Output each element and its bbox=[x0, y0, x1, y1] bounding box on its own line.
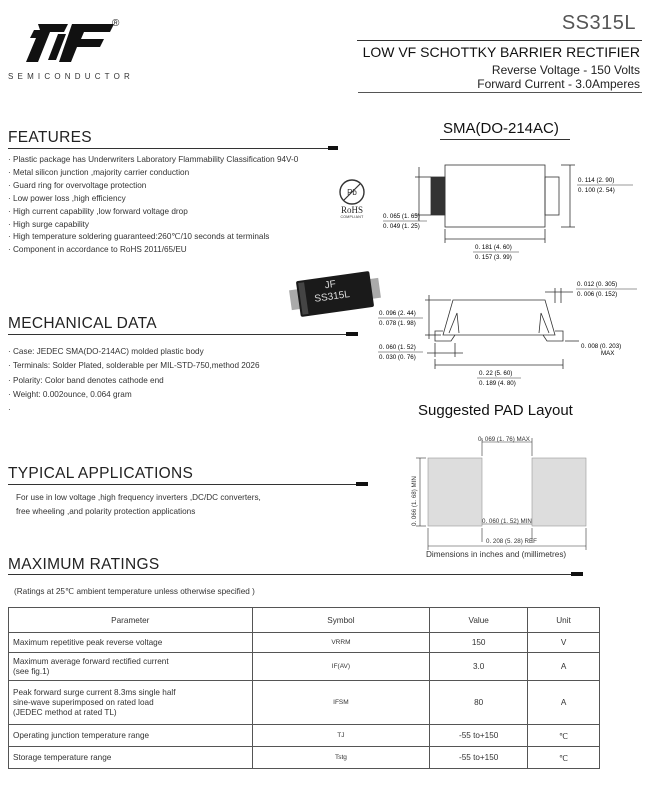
pad-layout-drawing bbox=[404, 428, 644, 558]
cell-param: Storage temperature range bbox=[9, 747, 253, 769]
ratings-note: (Ratings at 25℃ ambient temperature unless otherwise specified ) bbox=[14, 587, 255, 596]
feature-item: · Guard ring for overvoltage protection bbox=[8, 180, 378, 193]
chip-image bbox=[296, 271, 374, 317]
dim-standoff-note: MAX bbox=[601, 350, 615, 357]
ratings-heading: MAXIMUM RATINGS bbox=[8, 556, 160, 573]
mechanical-list bbox=[8, 345, 368, 417]
company-logo bbox=[24, 24, 116, 64]
cell-unit: A bbox=[528, 681, 600, 725]
mechanical-heading: MECHANICAL DATA bbox=[8, 315, 157, 332]
dim-body-h-max: 0. 096 (2. 44) bbox=[379, 310, 416, 317]
cell-param: Maximum repetitive peak reverse voltage bbox=[9, 633, 253, 653]
cell-value: -55 to+150 bbox=[430, 725, 528, 747]
feature-item: · High surge capability bbox=[8, 219, 378, 232]
cell-param: Maximum average forward rectified current (see fig.1) bbox=[9, 653, 253, 681]
dim-body-h-min: 0. 078 (1. 98) bbox=[379, 320, 416, 327]
pad-left bbox=[428, 458, 482, 526]
pb-free-icon bbox=[338, 178, 366, 206]
table-row bbox=[9, 747, 600, 769]
dim-lead-t-min: 0. 006 (0. 152) bbox=[577, 291, 618, 298]
top-view bbox=[415, 165, 575, 243]
col-unit: Unit bbox=[528, 608, 600, 633]
pb-label: Pb bbox=[347, 188, 357, 197]
side-view-labels bbox=[378, 281, 637, 387]
features-underline-mark bbox=[328, 146, 338, 150]
pad-gap-label: 0. 060 (1. 52) MIN bbox=[482, 518, 532, 525]
col-parameter: Parameter bbox=[9, 608, 253, 633]
feature-item: · Metal silicon junction ,majority carrier conduction bbox=[8, 167, 378, 180]
jf-logo-icon bbox=[24, 24, 116, 64]
dim-band-min: 0. 049 (1. 25) bbox=[383, 223, 420, 230]
col-value: Value bbox=[430, 608, 528, 633]
cell-unit: ℃ bbox=[528, 747, 600, 769]
dim-standoff: 0. 008 (0. 203) bbox=[581, 343, 622, 350]
rohs-badge bbox=[330, 178, 374, 228]
dimensions-note: Dimensions in inches and (millimetres) bbox=[426, 550, 567, 559]
cell-value: -55 to+150 bbox=[430, 747, 528, 769]
pad-right bbox=[532, 458, 586, 526]
mechanical-item: · Terminals: Solder Plated, solderable per MIL-STD-750,method 2026 bbox=[8, 359, 368, 373]
cell-unit: V bbox=[528, 633, 600, 653]
cell-symbol: IF(AV) bbox=[252, 653, 430, 681]
cell-param: Peak forward surge current 8.3ms single half sine-wave superimposed on rated load (JEDEC method at rated TL) bbox=[9, 681, 253, 725]
product-title: LOW VF SCHOTTKY BARRIER RECTIFIER bbox=[362, 44, 640, 60]
mechanical-item bbox=[8, 403, 368, 417]
dim-length-max: 0. 181 (4. 60) bbox=[475, 244, 512, 251]
rohs-sub: COMPLIANT bbox=[340, 215, 364, 219]
registered-mark: ® bbox=[112, 18, 120, 29]
forward-current: Forward Current - 3.0Amperes bbox=[477, 77, 640, 91]
header-rule bbox=[357, 40, 642, 41]
package-heading: SMA(DO-214AC) bbox=[443, 120, 559, 137]
applications-heading: TYPICAL APPLICATIONS bbox=[8, 465, 194, 482]
top-view-labels bbox=[383, 177, 633, 261]
table-row bbox=[9, 633, 600, 653]
dim-overall-min: 0. 189 (4. 80) bbox=[479, 380, 516, 387]
mechanical-underline bbox=[8, 334, 358, 335]
applications-line-1: For use in low voltage ,high frequency inverters ,DC/DC converters, bbox=[16, 493, 261, 502]
applications-underline bbox=[8, 484, 368, 485]
part-number: SS315L bbox=[561, 12, 636, 34]
header-bottom-rule bbox=[358, 92, 642, 93]
chip-brand: JF bbox=[324, 278, 337, 292]
features-underline bbox=[8, 148, 338, 149]
chip-marking: SS315L bbox=[313, 288, 351, 305]
cell-symbol: Tstg bbox=[252, 747, 430, 769]
company-name: SEMICONDUCTOR bbox=[8, 72, 135, 81]
dim-height-min: 0. 100 (2. 54) bbox=[578, 187, 615, 194]
ratings-underline-mark bbox=[571, 572, 583, 576]
feature-item: · High current capability ,low forward voltage drop bbox=[8, 206, 378, 219]
dim-lead-t-max: 0. 012 (0. 305) bbox=[577, 281, 618, 288]
cell-symbol: VRRM bbox=[252, 633, 430, 653]
package-drawing bbox=[375, 145, 650, 390]
cell-unit: A bbox=[528, 653, 600, 681]
features-list bbox=[8, 154, 378, 257]
dim-length-min: 0. 157 (3. 99) bbox=[475, 254, 512, 261]
cell-value: 150 bbox=[430, 633, 528, 653]
dim-height-max: 0. 114 (2. 90) bbox=[578, 177, 615, 184]
pad-height-label: 0. 066 (1. 68) MIN bbox=[411, 476, 418, 526]
cell-param: Operating junction temperature range bbox=[9, 725, 253, 747]
mechanical-item: · Case: JEDEC SMA(DO-214AC) molded plastic body bbox=[8, 345, 368, 359]
mechanical-underline-mark bbox=[346, 332, 358, 336]
side-view bbox=[425, 288, 579, 369]
mechanical-item: · Weight: 0.002ounce, 0.064 gram bbox=[8, 388, 368, 402]
col-symbol: Symbol bbox=[252, 608, 430, 633]
ratings-table bbox=[8, 607, 600, 769]
pad-width-label: 0. 069 (1. 76) MAX bbox=[478, 436, 530, 443]
cell-symbol: IFSM bbox=[252, 681, 430, 725]
dim-band-max: 0. 065 (1. 65) bbox=[383, 213, 420, 220]
feature-item: · Component in accordance to RoHS 2011/65/EU bbox=[8, 244, 378, 257]
table-row bbox=[9, 681, 600, 725]
pad-heading: Suggested PAD Layout bbox=[418, 402, 573, 419]
cell-symbol: TJ bbox=[252, 725, 430, 747]
dim-lead-len-min: 0. 030 (0. 76) bbox=[379, 354, 416, 361]
dim-overall-max: 0. 22 (5. 60) bbox=[479, 370, 513, 377]
pad-overall-label: 0. 208 (5. 28) REF bbox=[486, 538, 537, 545]
feature-item: · High temperature soldering guaranteed:260℃/10 seconds at terminals bbox=[8, 231, 378, 244]
applications-underline-mark bbox=[356, 482, 368, 486]
cell-value: 3.0 bbox=[430, 653, 528, 681]
applications-line-2: free wheeling ,and polarity protection applications bbox=[16, 507, 196, 516]
package-heading-underline bbox=[440, 139, 570, 140]
dim-lead-len-max: 0. 060 (1. 52) bbox=[379, 344, 416, 351]
cell-value: 80 bbox=[430, 681, 528, 725]
ratings-underline bbox=[8, 574, 583, 575]
table-row bbox=[9, 653, 600, 681]
table-row bbox=[9, 725, 600, 747]
feature-item: · Plastic package has Underwriters Laboratory Flammability Classification 94V-0 bbox=[8, 154, 378, 167]
cell-unit: ℃ bbox=[528, 725, 600, 747]
feature-item: · Low power loss ,high efficiency bbox=[8, 193, 378, 206]
rohs-label: RoHS bbox=[340, 205, 363, 215]
mechanical-item: · Polarity: Color band denotes cathode end bbox=[8, 374, 368, 388]
features-heading: FEATURES bbox=[8, 129, 92, 146]
ratings-header-row bbox=[9, 608, 600, 633]
reverse-voltage: Reverse Voltage - 150 Volts bbox=[491, 63, 640, 77]
